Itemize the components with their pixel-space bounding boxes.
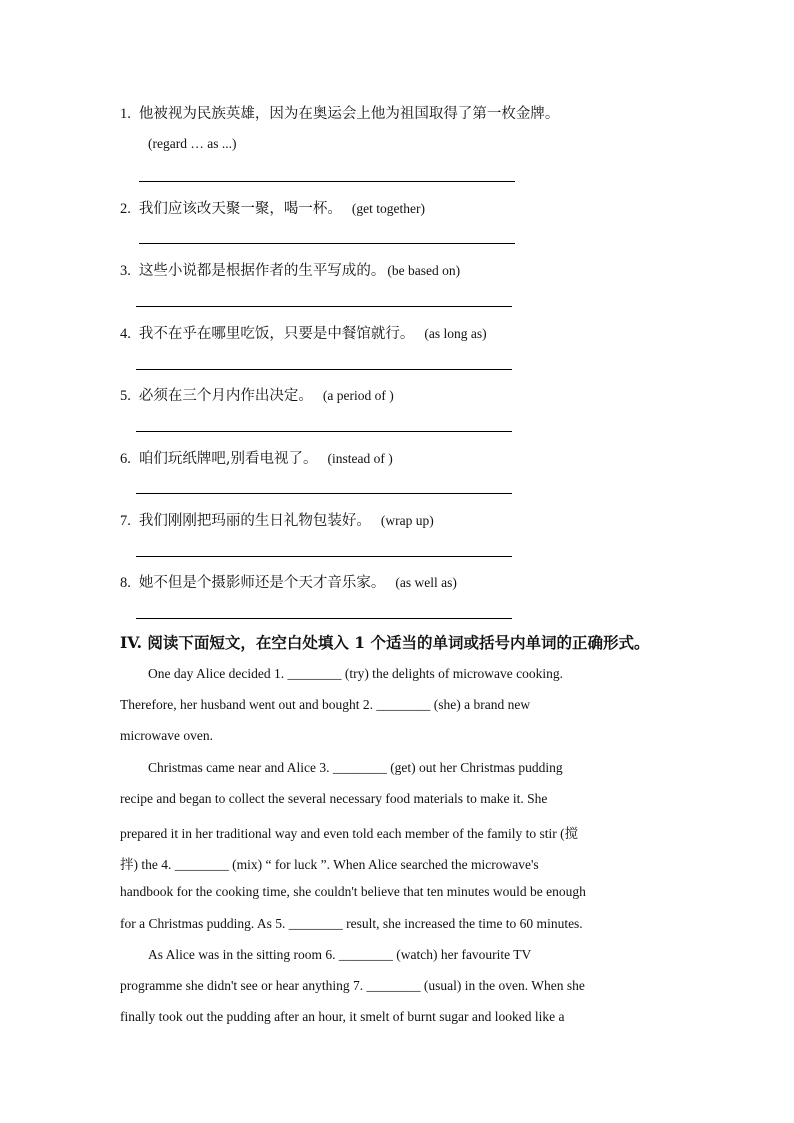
question-text: 她不但是个摄影师还是个天才音乐家。 [138, 575, 386, 591]
answer-line-2 [139, 243, 515, 244]
answer-line-4 [136, 369, 512, 370]
passage-line: for a Christmas pudding. As 5. ________ result, she increased the time to 60 minutes. [120, 916, 583, 931]
passage-line: prepared it in her traditional way and even told each member of the family to stir (搅 [120, 826, 579, 841]
question-number: 1. [120, 106, 131, 122]
question-hint: (a period of ) [322, 388, 394, 403]
question-text: 这些小说都是根据作者的生平写成的。 [138, 263, 386, 279]
question-number: 7. [120, 513, 131, 529]
answer-line-3 [136, 306, 512, 307]
answer-line-6 [136, 493, 512, 494]
question-number: 4. [120, 326, 131, 342]
question-hint: (instead of ) [327, 451, 393, 466]
question-8 [120, 571, 457, 592]
question-text: 必须在三个月内作出决定。 [138, 388, 313, 404]
question-hint: (wrap up) [380, 513, 434, 528]
question-hint: (as long as) [424, 326, 487, 341]
question-1-hint: (regard … as ...) [148, 136, 237, 151]
passage-line: Therefore, her husband went out and bought 2. ________ (she) a brand new [120, 697, 531, 712]
question-hint: (as well as) [395, 575, 457, 590]
passage-line: handbook for the cooking time, she couldn't believe that ten minutes would be enough [120, 884, 586, 899]
answer-line-8 [136, 618, 512, 619]
question-5 [120, 384, 394, 405]
question-7 [120, 509, 434, 530]
question-number: 2. [120, 201, 131, 217]
section-heading: IV. 阅读下面短文，在空白处填入 1 个适当的单词或括号内单词的正确形式。 [120, 633, 650, 652]
question-number: 8. [120, 575, 131, 591]
question-hint: (be based on) [387, 263, 461, 278]
passage-line: recipe and began to collect the several necessary food materials to make it. She [120, 791, 548, 806]
question-2 [120, 197, 425, 218]
passage-line: As Alice was in the sitting room 6. ________ (watch) her favourite TV [148, 947, 532, 962]
question-text: 我们应该改天聚一聚，喝一杯。 [138, 201, 342, 217]
passage-line: 拌) the 4. ________ (mix) “ for luck ”. When Alice searched the microwave's [120, 857, 539, 872]
answer-line-7 [136, 556, 512, 557]
question-text: 我们刚刚把玛丽的生日礼物包装好。 [138, 513, 371, 529]
question-3 [120, 259, 460, 280]
question-text: 我不在乎在哪里吃饭，只要是中餐馆就行。 [138, 326, 415, 342]
question-hint: (get together) [351, 201, 425, 216]
question-text: 咱们玩纸牌吧,别看电视了。 [138, 451, 318, 467]
passage-line: microwave oven. [120, 728, 213, 743]
passage-line: finally took out the pudding after an hour, it smelt of burnt sugar and looked like a [120, 1009, 565, 1024]
passage-line: One day Alice decided 1. ________ (try) the delights of microwave cooking. [148, 666, 564, 681]
question-1 [120, 102, 559, 123]
answer-line-1 [139, 181, 515, 182]
question-number: 5. [120, 388, 131, 404]
question-number: 3. [120, 263, 131, 279]
question-6 [120, 447, 393, 468]
passage-line: Christmas came near and Alice 3. ________ (get) out her Christmas pudding [148, 760, 563, 775]
passage-line: programme she didn't see or hear anything 7. ________ (usual) in the oven. When she [120, 978, 585, 993]
question-number: 6. [120, 451, 131, 467]
question-4 [120, 322, 487, 343]
question-text: 他被视为民族英雄，因为在奥运会上他为祖国取得了第一枚金牌。 [138, 106, 560, 122]
answer-line-5 [136, 431, 512, 432]
